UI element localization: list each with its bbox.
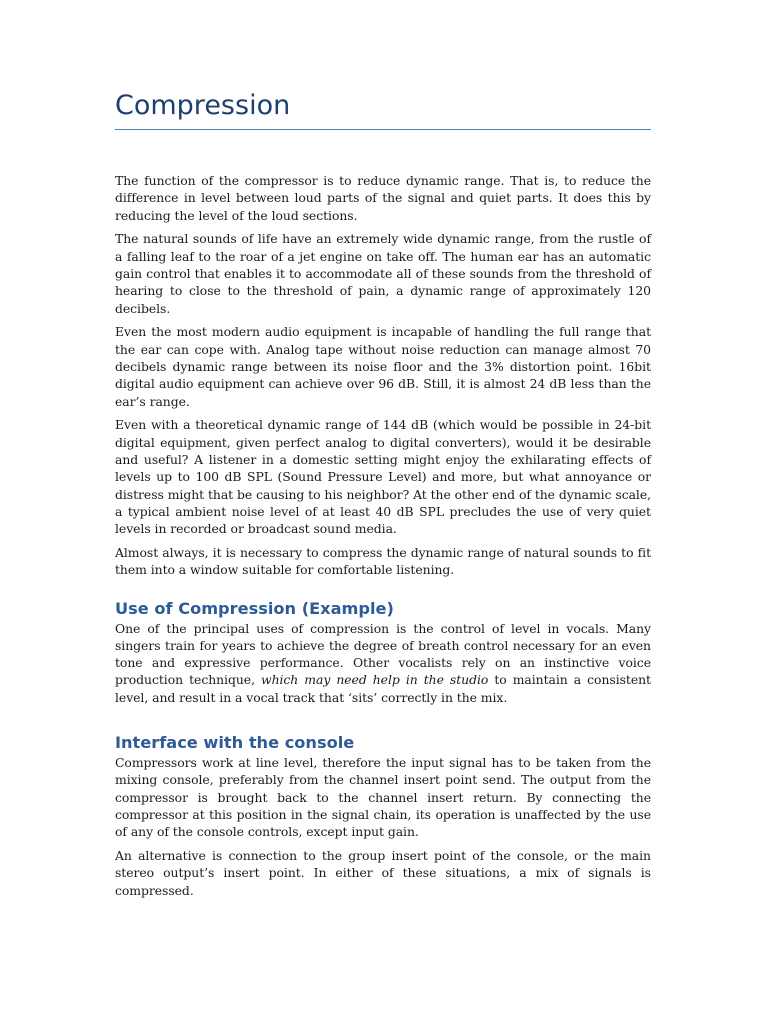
body-paragraph: An alternative is connection to the group insert point of the console, or the main stereo output’s insert point. In either of these situations, a mix of signals is compressed. bbox=[115, 848, 651, 898]
document-page bbox=[115, 0, 651, 899]
section-heading-use-of-compression: Use of Compression (Example) bbox=[115, 598, 394, 618]
paragraph-text: to maintain a consistent level, and result in a vocal track that ‘sits’ correctly in the mix. bbox=[115, 672, 651, 705]
body-paragraph: The function of the compressor is to reduce dynamic range. That is, to reduce the difference in level between loud parts of the signal and quiet parts. It does this by reducing the level of the loud sections. bbox=[115, 173, 651, 223]
body-paragraph: Even with a theoretical dynamic range of 144 dB (which would be possible in 24-bit digital equipment, given perfect analog to digital converters), would it be desirable and useful? A listener in a domestic setting might enjoy the exhilarating effects of levels up to 100 dB SPL (Sound Pressure Level) and more, but what annoyance or distress might that be causing to his neighbor? At the other end of the dynamic scale, a typical ambient noise level of at least 40 dB SPL precludes the use of very quiet levels in recorded or broadcast sound media. bbox=[115, 417, 651, 537]
italic-phrase: which may need help in the studio bbox=[261, 672, 489, 688]
body-paragraph: Almost always, it is necessary to compress the dynamic range of natural sounds to fit them into a window suitable for comfortable listening. bbox=[115, 544, 651, 578]
paragraph-text: One of the principal uses of compression is the control of level in vocals. Many singers train for years to achieve the degree of breath control necessary for an even tone and expressive performance. Other vocalists rely on an instinctive voice production technique, bbox=[115, 620, 651, 688]
body-paragraph: Even the most modern audio equipment is incapable of handling the full range that the ear can cope with. Analog tape without noise reduction can manage almost 70 decibels dynamic range between its noise floor and the 3% distortion point. 16bit digital audio equipment can achieve over 96 dB. Still, it is almost 24 dB less than the ear’s range. bbox=[115, 324, 651, 409]
page-title: Compression bbox=[115, 88, 651, 130]
body-paragraph: The natural sounds of life have an extremely wide dynamic range, from the rustle of a falling leaf to the roar of a jet engine on take off. The human ear has an automatic gain control that enables it to accommodate all of these sounds from the threshold of hearing to close to the threshold of pain, a dynamic range of approximately 120 decibels. bbox=[115, 231, 651, 316]
body-paragraph: Compressors work at line level, therefore the input signal has to be taken from the mixing console, preferably from the channel insert point send. The output from the compressor is brought back to the channel insert return. By connecting the compressor at this position in the signal chain, its operation is unaffected by the use of any of the console controls, except input gain. bbox=[115, 755, 651, 840]
body-paragraph bbox=[115, 620, 651, 706]
section-heading-interface-with-console: Interface with the console bbox=[115, 733, 355, 753]
